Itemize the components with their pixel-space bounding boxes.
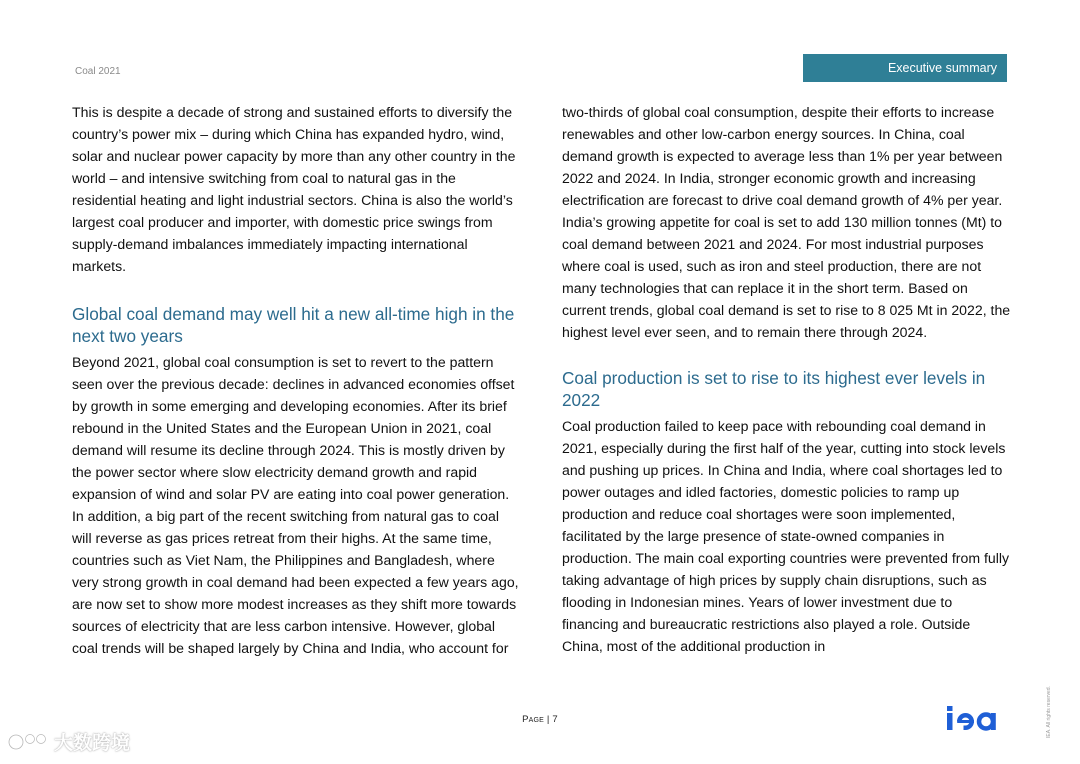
left-column xyxy=(72,101,522,659)
continued-paragraph: two-thirds of global coal consumption, despite their efforts to increase renewables and other low-carbon energy sources. In China, coal demand growth is expected to average less than 1% per year between 2022 and 2024. In India, stronger economic growth and increasing electrification are forecast to drive coal demand growth of 4% per year. India’s growing appetite for coal is set to add 130 million tonnes (Mt) to coal demand between 2021 and 2024. For most industrial purposes where coal is used, such as iron and steel production, there are not many technologies that can replace it in the short term. Based on current trends, global coal demand is set to rise to 8 025 Mt in 2022, the highest level ever seen, and to remain there through 2024. xyxy=(562,104,1011,340)
page-word: Page xyxy=(522,714,545,725)
section-heading-production: Coal production is set to rise to its highest ever levels in 2022 xyxy=(562,368,986,410)
page-separator: | xyxy=(544,714,553,725)
page-number-footer xyxy=(0,714,1080,725)
brand-logo-icon xyxy=(8,731,48,753)
watermark xyxy=(8,728,130,755)
intro-paragraph: This is despite a decade of strong and sustained efforts to diversify the country’s power mix – during which China has expanded hydro, wind, solar and nuclear power capacity by more than any other country in the world – and intensive switching from coal to natural gas in the residential heating and light industrial sectors. China is also the world’s largest coal producer and importer, with domestic price swings from supply-demand imbalances immediately impacting international markets. xyxy=(72,104,516,274)
section-label: Executive summary xyxy=(887,61,997,75)
iea-logo-icon xyxy=(945,702,1009,734)
section-heading-demand: Global coal demand may well hit a new all-time high in the next two years xyxy=(72,304,515,346)
demand-paragraph: Beyond 2021, global coal consumption is set to revert to the pattern seen over the previous decade: declines in advanced economies offset by growth in some emerging and developing economies. After its brief rebound in the United States and the European Union in 2021, coal demand will resume its decline through 2024. This is mostly driven by the power sector where slow electricity demand growth and rapid expansion of wind and solar PV are eating into coal power generation. In addition, a big part of the recent switching from natural gas to coal will reverse as gas prices retreat from their highs. At the same time, countries such as Viet Nam, the Philippines and Bangladesh, where very strong growth in coal demand had been expected a few years ago, are now set to show more modest increases as they shift more towards sources of electricity that are less carbon intensive. However, global coal trends will be shaped largely by China and India, who account for xyxy=(72,354,519,656)
page-number: 7 xyxy=(552,714,558,725)
watermark-text: 大数跨境 xyxy=(54,733,131,754)
production-paragraph: Coal production failed to keep pace with rebounding coal demand in 2021, especially during the first half of the year, cutting into stock levels and pushing up prices. In China and India, where coal shortages led to power outages and idled factories, domestic policies to ramp up production and reduce coal shortages were soon implemented, facilitated by the large presence of state-owned companies in production. The main coal exporting countries were prevented from fully taking advantage of high prices by supply chain disruptions, such as flooding in Indonesian mines. Years of lower investment due to financing and bureaucratic restrictions also played a role. Outside China, most of the additional production in xyxy=(562,418,1010,654)
right-column xyxy=(562,101,1012,657)
rights-note: IEA. All rights reserved. xyxy=(1046,686,1052,738)
section-label-badge xyxy=(803,54,1007,82)
report-title: Coal 2021 xyxy=(75,66,121,77)
